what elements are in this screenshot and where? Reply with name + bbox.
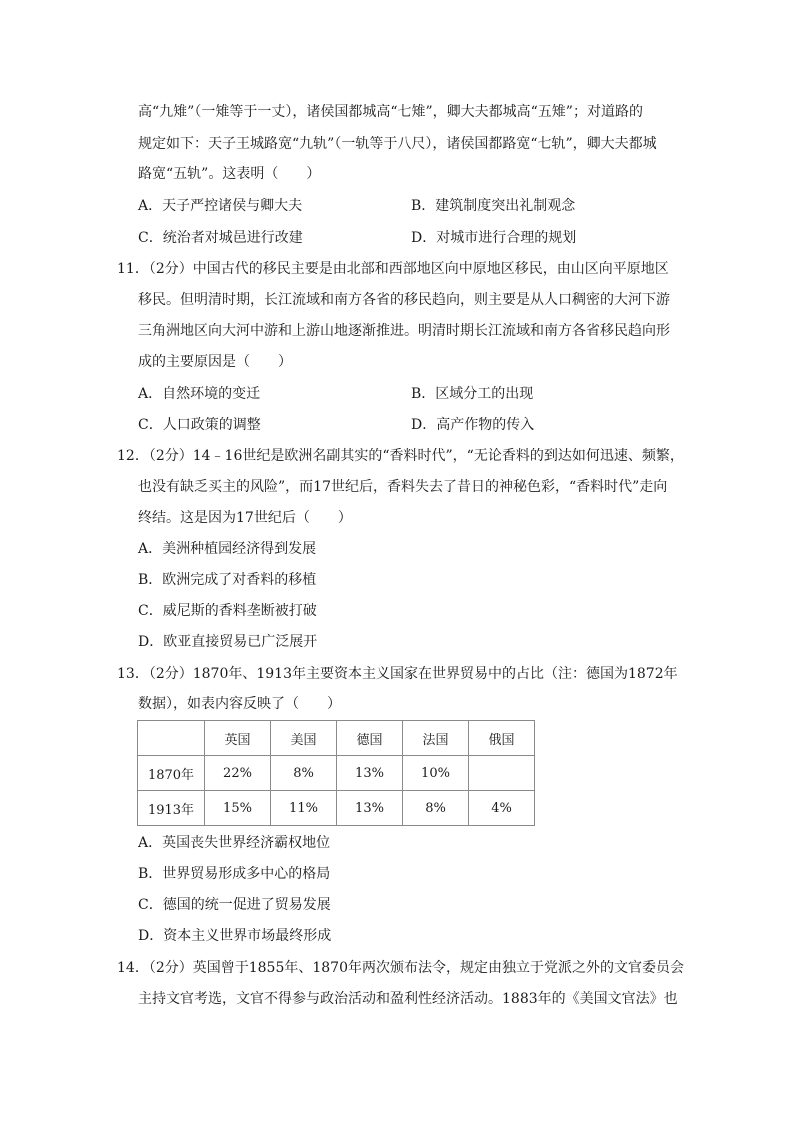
table-cell: 4%	[469, 791, 535, 826]
table-cell: 15%	[205, 791, 271, 826]
table-cell	[469, 756, 535, 791]
table-header-cell: 法国	[403, 721, 469, 756]
q11-option-b: B．区域分工的出现	[411, 386, 534, 402]
q10-option-d: D．对城市进行合理的规划	[411, 230, 577, 246]
q14-line-2: 主持文官考选，文官不得参与政治活动和盈利性经济活动。1883年的《美国文官法》也	[138, 991, 678, 1007]
trade-share-table	[137, 720, 535, 826]
q12-line-1: 12．（2分）14﹣16世纪是欧洲名副其实的“香料时代”，“无论香料的到达如何迅速、频繁，	[117, 448, 684, 464]
q10-line-1: 高“九雉”（一雉等于一丈），诸侯国都城高“七雉”，卿大夫都城高“五雉”；对道路的	[138, 104, 643, 120]
q13-line-1: 13．（2分）1870年、1913年主要资本主义国家在世界贸易中的占比（注：德国为1872年	[117, 666, 678, 682]
table-cell: 10%	[403, 756, 469, 791]
table-cell: 8%	[403, 791, 469, 826]
q12-line-2: 也没有缺乏买主的风险”，而17世纪后，香料失去了昔日的神秘色彩，“香料时代”走向	[138, 479, 668, 495]
q12-option-b: B．欧洲完成了对香料的移植	[138, 572, 317, 588]
q11-line-1: 11．（2分）中国古代的移民主要是由北部和西部地区向中原地区移民，由山区向平原地区	[117, 261, 669, 277]
q12-line-3: 终结。这是因为17世纪后（ ）	[138, 510, 352, 526]
q12-option-d: D．欧亚直接贸易已广泛展开	[138, 634, 318, 650]
table-header-cell: 美国	[271, 721, 337, 756]
q12-option-c: C．威尼斯的香料垄断被打破	[138, 603, 317, 619]
q10-option-b: B．建筑制度突出礼制观念	[411, 198, 576, 214]
table-cell: 22%	[205, 756, 271, 791]
table-header-row	[138, 721, 535, 756]
q14-line-1: 14．（2分）英国曾于1855年、1870年两次颁布法令，规定由独立于党派之外的文官委员会	[117, 960, 684, 976]
q10-line-3: 路宽“五轨”。这表明（ ）	[138, 166, 321, 182]
q11-option-d: D．高产作物的传入	[411, 417, 535, 433]
table-cell: 8%	[271, 756, 337, 791]
q12-option-a: A．美洲种植园经济得到发展	[138, 541, 317, 557]
table-cell: 1870年	[138, 756, 205, 791]
q11-option-c: C．人口政策的调整	[138, 417, 261, 433]
q13-option-d: D．资本主义世界市场最终形成	[138, 928, 332, 944]
q13-line-2: 数据），如表内容反映了（ ）	[138, 696, 341, 712]
q10-line-2: 规定如下：天子王城路宽“九轨”（一轨等于八尺），诸侯国都路宽“七轨”，卿大夫都城	[138, 136, 657, 152]
q13-option-b: B．世界贸易形成多中心的格局	[138, 866, 331, 882]
table-header-cell: 英国	[205, 721, 271, 756]
table-cell: 13%	[337, 756, 403, 791]
table-header-cell: 俄国	[469, 721, 535, 756]
table-cell: 1913年	[138, 791, 205, 826]
table-header-cell: 德国	[337, 721, 403, 756]
q11-option-a: A．自然环境的变迁	[138, 386, 261, 402]
q10-option-a: A．天子严控诸侯与卿大夫	[138, 198, 303, 214]
q13-option-c: C．德国的统一促进了贸易发展	[138, 897, 331, 913]
q10-option-c: C．统治者对城邑进行改建	[138, 230, 303, 246]
q11-line-4: 成的主要原因是（ ）	[138, 354, 292, 370]
q11-line-2: 移民。但明清时期，长江流域和南方各省的移民趋向，则主要是从人口稠密的大河下游	[138, 292, 670, 308]
q13-option-a: A．英国丧失世界经济霸权地位	[138, 835, 331, 851]
table-row	[138, 791, 535, 826]
table-cell: 11%	[271, 791, 337, 826]
table-row	[138, 756, 535, 791]
table-header-cell	[138, 721, 205, 756]
q11-line-3: 三角洲地区向大河中游和上游山地逐渐推进。明清时期长江流域和南方各省移民趋向形	[138, 323, 670, 339]
table-cell: 13%	[337, 791, 403, 826]
